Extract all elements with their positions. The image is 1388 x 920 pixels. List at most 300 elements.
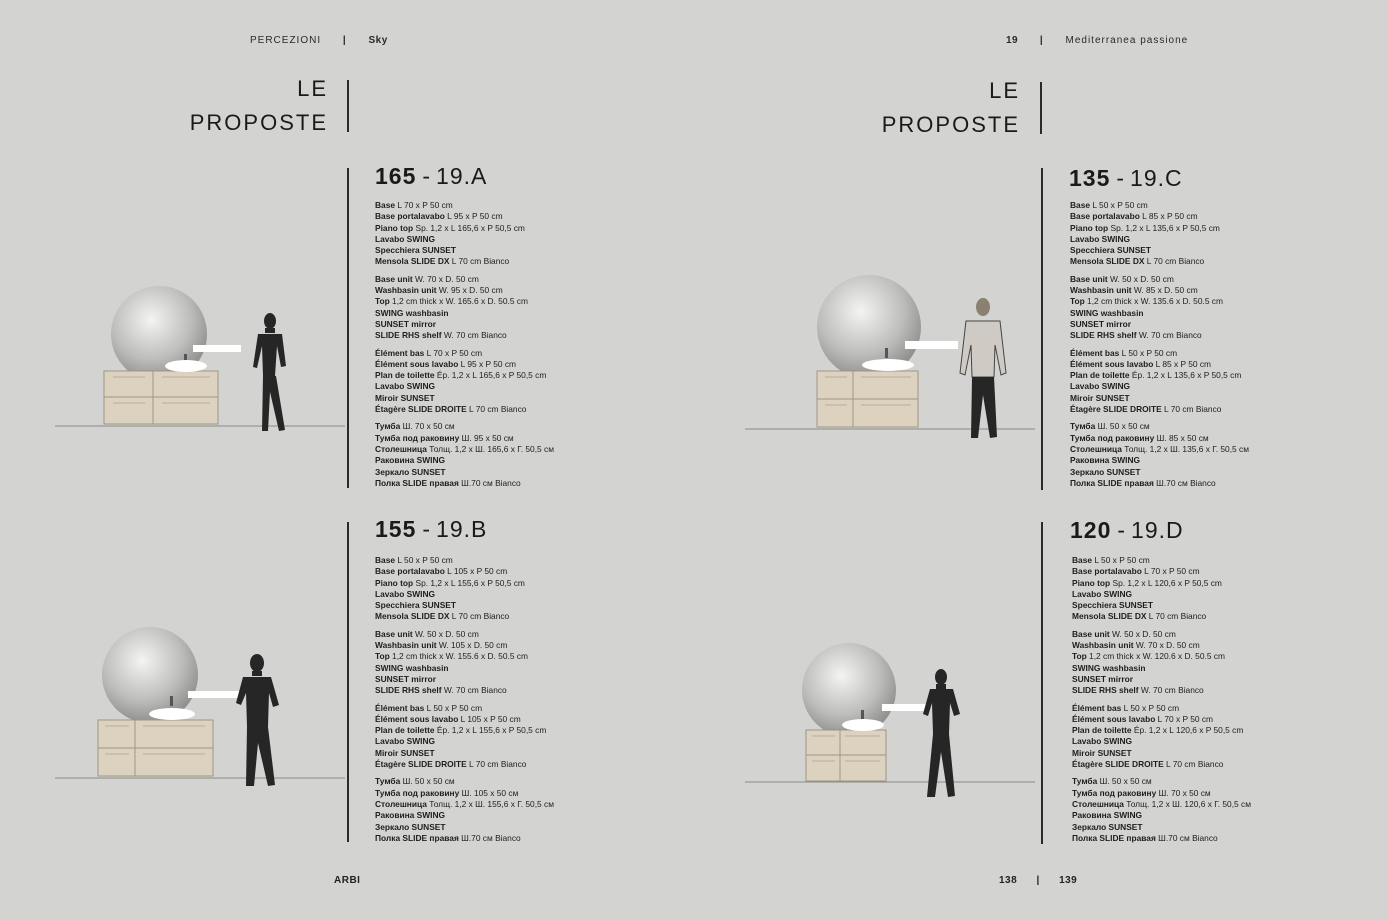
spec-label: SUNSET mirror: [375, 318, 436, 329]
spec-label: Тумба: [375, 421, 401, 432]
spec-row: [1070, 274, 1249, 285]
spec-value: W. 50 x D. 50 cm: [1109, 628, 1176, 639]
spec-row: [375, 370, 554, 381]
spec-row: [375, 308, 554, 319]
left-page-title: [190, 72, 328, 140]
spec-group: [1070, 421, 1249, 489]
spec-label: Specchiera SUNSET: [375, 245, 456, 256]
spec-row: [375, 810, 554, 821]
spec-value: L 70 cm Bianco: [1163, 759, 1224, 770]
shelf: [882, 704, 929, 711]
vanity-illustration-165: [55, 280, 345, 445]
spec-row: [1072, 674, 1251, 685]
spec-value: L 70 x P 50 cm: [424, 347, 483, 358]
spec-row: [1070, 211, 1249, 222]
spec-label: Top: [375, 296, 390, 307]
spec-label: Top: [1070, 296, 1085, 307]
spec-label: Plan de toilette: [375, 725, 435, 736]
spec-group: [375, 776, 554, 844]
spec-value: Sp. 1,2 x L 135,6 x P 50,5 cm: [1108, 222, 1220, 233]
spec-row: [1072, 714, 1251, 725]
spec-row: [375, 433, 554, 444]
title-divider: [1040, 82, 1042, 134]
spec-label: Lavabo SWING: [375, 588, 436, 599]
spec-label: Plan de toilette: [1072, 725, 1132, 736]
spec-divider: [347, 522, 349, 842]
spec-row: [375, 444, 554, 455]
spec-value: W. 105 x D. 50 cm: [436, 640, 508, 651]
spec-row: [1072, 663, 1251, 674]
spec-group: [1070, 200, 1249, 268]
spec-row: [1072, 629, 1251, 640]
spec-value: L 95 x P 50 cm: [458, 358, 517, 369]
header-page-number: 19: [1006, 35, 1019, 46]
spec-group: [1072, 703, 1251, 771]
proposal-heading: 135 - 19.C: [1069, 165, 1183, 191]
spec-group: [375, 555, 554, 623]
spec-value: L 70 x P 50 cm: [395, 200, 453, 210]
spec-label: Раковина SWING: [375, 455, 446, 466]
spec-value: L 70 cm Bianco: [1144, 256, 1205, 267]
spec-value: Ш. 50 x 50 см: [400, 776, 455, 787]
proposal-heading: 120 - 19.D: [1070, 517, 1184, 543]
spec-label: Washbasin unit: [375, 640, 437, 651]
spec-label: Раковина SWING: [375, 810, 446, 821]
spec-row: [375, 285, 554, 296]
spec-row: [1070, 285, 1249, 296]
spec-label: Полка SLIDE правая: [375, 832, 459, 843]
spec-label: Specchiera SUNSET: [375, 600, 456, 611]
spec-label: Mensola SLIDE DX: [1072, 611, 1147, 622]
spec-value: Ш. 105 x 50 см: [459, 787, 519, 798]
spec-label: Столешница: [375, 443, 427, 454]
person-figure: [236, 654, 279, 786]
spec-row: [375, 381, 554, 392]
page-number-right: 139: [1059, 875, 1078, 886]
spec-label: Élément bas: [375, 347, 425, 358]
spec-row: [1070, 308, 1249, 319]
spec-label: Top: [375, 651, 390, 662]
spec-value: 1,2 cm thick x W. 135.6 x D. 50.5 cm: [1084, 296, 1223, 307]
spec-row: [1070, 319, 1249, 330]
spec-row: [375, 211, 554, 222]
spec-group: [375, 274, 554, 342]
spec-value: W. 70 x D. 50 cm: [1133, 640, 1200, 651]
spec-label: Washbasin unit: [375, 285, 437, 296]
spec-row: [375, 245, 554, 256]
spec-value: L 50 x P 50 cm: [1092, 555, 1150, 565]
spec-row: [1072, 640, 1251, 651]
spec-row: [375, 393, 554, 404]
spec-value: Sp. 1,2 x L 165,6 x P 50,5 cm: [413, 222, 525, 233]
spec-value: Ш.70 см Bianco: [458, 832, 521, 843]
spec-row: [1072, 776, 1251, 787]
spec-label: SUNSET mirror: [1072, 673, 1133, 684]
spec-row: [1072, 578, 1251, 589]
spec-value: Ш.70 см Bianco: [1153, 477, 1216, 488]
spec-value: 1,2 cm thick x W. 165.6 x D. 50.5 cm: [389, 296, 528, 307]
spec-label: Base portalavabo: [375, 566, 445, 577]
spec-label: Зеркало SUNSET: [375, 821, 446, 832]
spec-row: [375, 256, 554, 267]
spec-row: [375, 714, 554, 725]
spec-label: Plan de toilette: [1070, 370, 1130, 381]
spec-label: SLIDE RHS shelf: [375, 685, 442, 696]
spec-label: SLIDE RHS shelf: [1072, 685, 1139, 696]
spec-row: [1070, 359, 1249, 370]
spec-label: Полка SLIDE правая: [1072, 832, 1156, 843]
spec-row: [1070, 455, 1249, 466]
person-figure: [253, 313, 286, 431]
spec-label: Тумба под раковину: [375, 432, 460, 443]
spec-label: Miroir SUNSET: [375, 747, 435, 758]
spec-value: L 50 x P 50 cm: [395, 555, 453, 565]
spec-value: W. 70 cm Bianco: [441, 330, 507, 341]
shelf: [188, 691, 240, 698]
spec-label: Mensola SLIDE DX: [1070, 256, 1145, 267]
title-line: LE: [989, 78, 1020, 103]
spec-label: Полка SLIDE правая: [1070, 477, 1154, 488]
spec-row: [375, 359, 554, 370]
spec-label: Lavabo SWING: [375, 233, 436, 244]
spec-value: Sp. 1,2 x L 120,6 x P 50,5 cm: [1110, 577, 1222, 588]
spec-row: [375, 788, 554, 799]
spec-row: [1070, 256, 1249, 267]
product-name: Sky: [368, 35, 388, 46]
spec-row: [1070, 433, 1249, 444]
spec-row: [375, 455, 554, 466]
spec-value: L 50 x P 50 cm: [424, 702, 483, 713]
spec-value: Ш. 50 x 50 см: [1097, 776, 1152, 787]
spec-value: W. 70 cm Bianco: [1138, 685, 1204, 696]
spec-row: [375, 296, 554, 307]
spec-label: Зеркало SUNSET: [375, 466, 446, 477]
spec-row: [1072, 703, 1251, 714]
spec-label: Столешница: [1070, 443, 1122, 454]
spec-row: [375, 725, 554, 736]
spec-row: [1072, 736, 1251, 747]
spec-label: Зеркало SUNSET: [1070, 466, 1141, 477]
spec-value: L 70 cm Bianco: [466, 404, 527, 415]
spec-label: Washbasin unit: [1072, 640, 1134, 651]
spec-row: [375, 629, 554, 640]
spec-label: Specchiera SUNSET: [1070, 245, 1151, 256]
spec-row: [1070, 421, 1249, 432]
spec-label: Тумба: [1070, 421, 1096, 432]
spec-value: L 70 x P 50 cm: [1141, 566, 1200, 577]
proposal-size: 135: [1069, 165, 1111, 191]
spec-row: [1070, 330, 1249, 341]
spec-row: [1072, 833, 1251, 844]
spec-list: [375, 555, 554, 850]
spec-divider: [1041, 168, 1043, 490]
footer-divider: |: [1036, 875, 1040, 886]
spec-group: [375, 200, 554, 268]
spec-label: Base: [375, 555, 396, 565]
spec-label: Столешница: [375, 798, 427, 809]
proposal-code: 19.A: [436, 163, 488, 189]
proposal-code: 19.D: [1131, 517, 1184, 543]
spec-row: [375, 200, 554, 211]
spec-label: Тумба под раковину: [1070, 432, 1155, 443]
spec-value: Толщ. 1,2 x Ш. 120,6 x Г. 50,5 см: [1123, 798, 1251, 809]
spec-row: [1072, 651, 1251, 662]
spec-value: L 70 cm Bianco: [449, 611, 510, 622]
spec-row: [375, 822, 554, 833]
spec-group: [1070, 348, 1249, 416]
shelf: [905, 341, 958, 349]
proposal-heading: 155 - 19.B: [375, 516, 488, 542]
spec-row: [375, 736, 554, 747]
spec-row: [1070, 348, 1249, 359]
spec-row: [375, 578, 554, 589]
spec-label: Piano top: [375, 222, 414, 233]
spec-label: SLIDE RHS shelf: [375, 330, 442, 341]
spec-label: Base portalavabo: [1070, 211, 1140, 222]
spec-label: Étagère SLIDE DROITE: [375, 404, 467, 415]
spec-row: [1070, 393, 1249, 404]
spec-label: Specchiera SUNSET: [1072, 600, 1153, 611]
spec-row: [375, 674, 554, 685]
spec-label: SLIDE RHS shelf: [1070, 330, 1137, 341]
spec-label: Тумба под раковину: [1072, 787, 1157, 798]
spec-row: [375, 776, 554, 787]
spec-row: [1070, 444, 1249, 455]
spec-label: Base portalavabo: [375, 211, 445, 222]
spec-value: W. 70 cm Bianco: [1136, 330, 1202, 341]
spec-value: L 70 cm Bianco: [466, 759, 527, 770]
spec-list: [1070, 200, 1249, 495]
spec-value: Ép. 1,2 x L 165,6 x P 50,5 cm: [434, 370, 547, 381]
left-header: [250, 35, 388, 46]
spec-value: L 85 x P 50 cm: [1153, 358, 1212, 369]
spec-label: Тумба: [1072, 776, 1098, 787]
spec-value: Толщ. 1,2 x Ш. 165,6 x Г. 50,5 см: [426, 443, 554, 454]
title-line: PROPOSTE: [189, 110, 328, 135]
faucet: [885, 348, 888, 358]
spec-row: [1072, 566, 1251, 577]
spec-label: SWING washbasin: [375, 662, 449, 673]
spec-row: [375, 640, 554, 651]
spec-label: Washbasin unit: [1070, 285, 1132, 296]
spec-label: Plan de toilette: [375, 370, 435, 381]
spec-group: [1072, 776, 1251, 844]
spec-label: Lavabo SWING: [1072, 736, 1133, 747]
spec-row: [375, 467, 554, 478]
spec-list: [1072, 555, 1251, 850]
spec-divider: [347, 168, 349, 488]
spec-value: W. 50 x D. 50 cm: [1107, 273, 1174, 284]
spec-row: [1072, 810, 1251, 821]
spec-label: SWING washbasin: [1070, 307, 1144, 318]
spec-label: SUNSET mirror: [375, 673, 436, 684]
spec-row: [375, 799, 554, 810]
spec-row: [1070, 234, 1249, 245]
title-divider: [347, 80, 349, 132]
spec-row: [1072, 555, 1251, 566]
spec-label: Miroir SUNSET: [375, 392, 435, 403]
spec-label: Зеркало SUNSET: [1072, 821, 1143, 832]
spec-group: [1072, 629, 1251, 697]
washbasin: [862, 359, 914, 371]
spec-value: W. 70 x D. 50 cm: [412, 273, 479, 284]
spec-label: Mensola SLIDE DX: [375, 256, 450, 267]
spec-row: [1070, 370, 1249, 381]
right-header: [1006, 35, 1188, 46]
spec-label: Раковина SWING: [1072, 810, 1143, 821]
spec-row: [1072, 589, 1251, 600]
spec-row: [375, 589, 554, 600]
spec-label: Étagère SLIDE DROITE: [1070, 404, 1162, 415]
spec-value: L 50 x P 50 cm: [1090, 200, 1148, 210]
spec-label: Piano top: [1072, 577, 1111, 588]
spec-label: Élément bas: [1072, 702, 1122, 713]
spec-row: [375, 685, 554, 696]
spec-label: Miroir SUNSET: [1072, 747, 1132, 758]
proposal-size: 165: [375, 163, 417, 189]
spec-label: SWING washbasin: [1072, 662, 1146, 673]
spec-divider: [1041, 522, 1043, 844]
spec-row: [375, 478, 554, 489]
spec-label: Piano top: [375, 577, 414, 588]
spec-label: Полка SLIDE правая: [375, 477, 459, 488]
spec-value: Ш. 85 x 50 см: [1154, 432, 1209, 443]
spec-row: [1072, 725, 1251, 736]
spec-value: Ép. 1,2 x L 135,6 x P 50,5 cm: [1129, 370, 1242, 381]
spec-row: [1072, 822, 1251, 833]
spec-value: Ép. 1,2 x L 120,6 x P 50,5 cm: [1131, 725, 1244, 736]
spec-label: Base: [1072, 555, 1093, 565]
round-mirror: [102, 627, 198, 723]
spec-list: [375, 200, 554, 495]
spec-value: Ш. 95 x 50 см: [459, 432, 514, 443]
spec-label: Étagère SLIDE DROITE: [1072, 759, 1164, 770]
spec-row: [1070, 381, 1249, 392]
spec-label: Piano top: [1070, 222, 1109, 233]
spec-value: L 105 x P 50 cm: [444, 566, 508, 577]
washbasin: [165, 360, 207, 372]
spec-label: Base unit: [1072, 628, 1110, 639]
spec-label: Élément sous lavabo: [375, 713, 459, 724]
page-number-left: 138: [999, 875, 1018, 886]
spec-value: L 85 x P 50 cm: [1139, 211, 1198, 222]
spec-row: [375, 404, 554, 415]
proposal-heading: 165 - 19.A: [375, 163, 488, 189]
spec-row: [1072, 600, 1251, 611]
spec-row: [1072, 759, 1251, 770]
spec-value: Ш. 70 x 50 см: [400, 421, 455, 432]
spec-value: Толщ. 1,2 x Ш. 135,6 x Г. 50,5 см: [1121, 443, 1249, 454]
spec-row: [375, 651, 554, 662]
spec-row: [375, 759, 554, 770]
spec-row: [375, 555, 554, 566]
spec-row: [1072, 748, 1251, 759]
spec-row: [375, 274, 554, 285]
spec-value: W. 70 cm Bianco: [441, 685, 507, 696]
washbasin: [149, 708, 195, 720]
spec-value: W. 50 x D. 50 cm: [412, 628, 479, 639]
spec-value: Ш. 70 x 50 см: [1156, 787, 1211, 798]
spec-row: [375, 833, 554, 844]
spec-row: [375, 319, 554, 330]
spec-label: Lavabo SWING: [375, 736, 436, 747]
proposal-code: 19.C: [1130, 165, 1183, 191]
spec-row: [1070, 296, 1249, 307]
spec-label: SUNSET mirror: [1070, 318, 1131, 329]
spec-label: Lavabo SWING: [1070, 233, 1131, 244]
proposal-size: 120: [1070, 517, 1112, 543]
spec-row: [375, 600, 554, 611]
spec-value: Ép. 1,2 x L 155,6 x P 50,5 cm: [434, 725, 547, 736]
title-line: LE: [297, 76, 328, 101]
spec-label: Base unit: [375, 628, 413, 639]
spec-label: Élément bas: [1070, 347, 1120, 358]
header-divider: |: [1039, 35, 1044, 46]
spec-label: Base: [375, 200, 396, 210]
spec-row: [1070, 478, 1249, 489]
spec-value: L 105 x P 50 cm: [458, 713, 521, 724]
spec-value: L 50 x P 50 cm: [1119, 347, 1178, 358]
spec-row: [1070, 200, 1249, 211]
spec-value: L 70 x P 50 cm: [1155, 713, 1214, 724]
spec-group: [1072, 555, 1251, 623]
spec-value: 1,2 cm thick x W. 155.6 x D. 50.5 cm: [389, 651, 528, 662]
spec-value: L 70 cm Bianco: [1161, 404, 1222, 415]
spec-label: Lavabo SWING: [1070, 381, 1131, 392]
vanity-illustration-120: [745, 640, 1035, 805]
shelf: [193, 345, 241, 352]
spec-group: [375, 629, 554, 697]
spec-value: 1,2 cm thick x W. 120.6 x D. 50.5 cm: [1086, 651, 1225, 662]
spec-row: [375, 566, 554, 577]
proposal-code: 19.B: [436, 516, 488, 542]
spec-value: W. 95 x D. 50 cm: [436, 285, 503, 296]
vanity-illustration-155: [55, 625, 345, 795]
spec-label: Тумба под раковину: [375, 787, 460, 798]
spec-row: [375, 703, 554, 714]
spec-label: Élément bas: [375, 702, 425, 713]
title-line: PROPOSTE: [881, 112, 1020, 137]
spec-label: Élément sous lavabo: [1072, 713, 1156, 724]
spec-group: [375, 348, 554, 416]
spec-label: Élément sous lavabo: [1070, 358, 1154, 369]
spec-row: [1070, 245, 1249, 256]
spec-row: [1072, 685, 1251, 696]
spec-group: [375, 421, 554, 489]
spec-label: Столешница: [1072, 798, 1124, 809]
spec-row: [1070, 404, 1249, 415]
right-page-title: [882, 74, 1020, 142]
spec-value: Ш.70 см Bianco: [458, 477, 521, 488]
person-figure: [960, 298, 1006, 438]
spec-label: SWING washbasin: [375, 307, 449, 318]
collection-name: Mediterranea passione: [1065, 35, 1189, 46]
spec-value: Sp. 1,2 x L 155,6 x P 50,5 cm: [413, 577, 525, 588]
spec-row: [375, 223, 554, 234]
spec-row: [375, 330, 554, 341]
spec-group: [1070, 274, 1249, 342]
spec-row: [1072, 788, 1251, 799]
spec-row: [375, 611, 554, 622]
spec-label: Тумба: [375, 776, 401, 787]
spec-row: [375, 663, 554, 674]
spec-value: L 50 x P 50 cm: [1121, 702, 1180, 713]
washbasin: [842, 719, 884, 731]
person-figure: [923, 669, 960, 797]
section-name: PERCEZIONI: [250, 35, 322, 46]
spec-label: Раковина SWING: [1070, 455, 1141, 466]
proposal-size: 155: [375, 516, 417, 542]
